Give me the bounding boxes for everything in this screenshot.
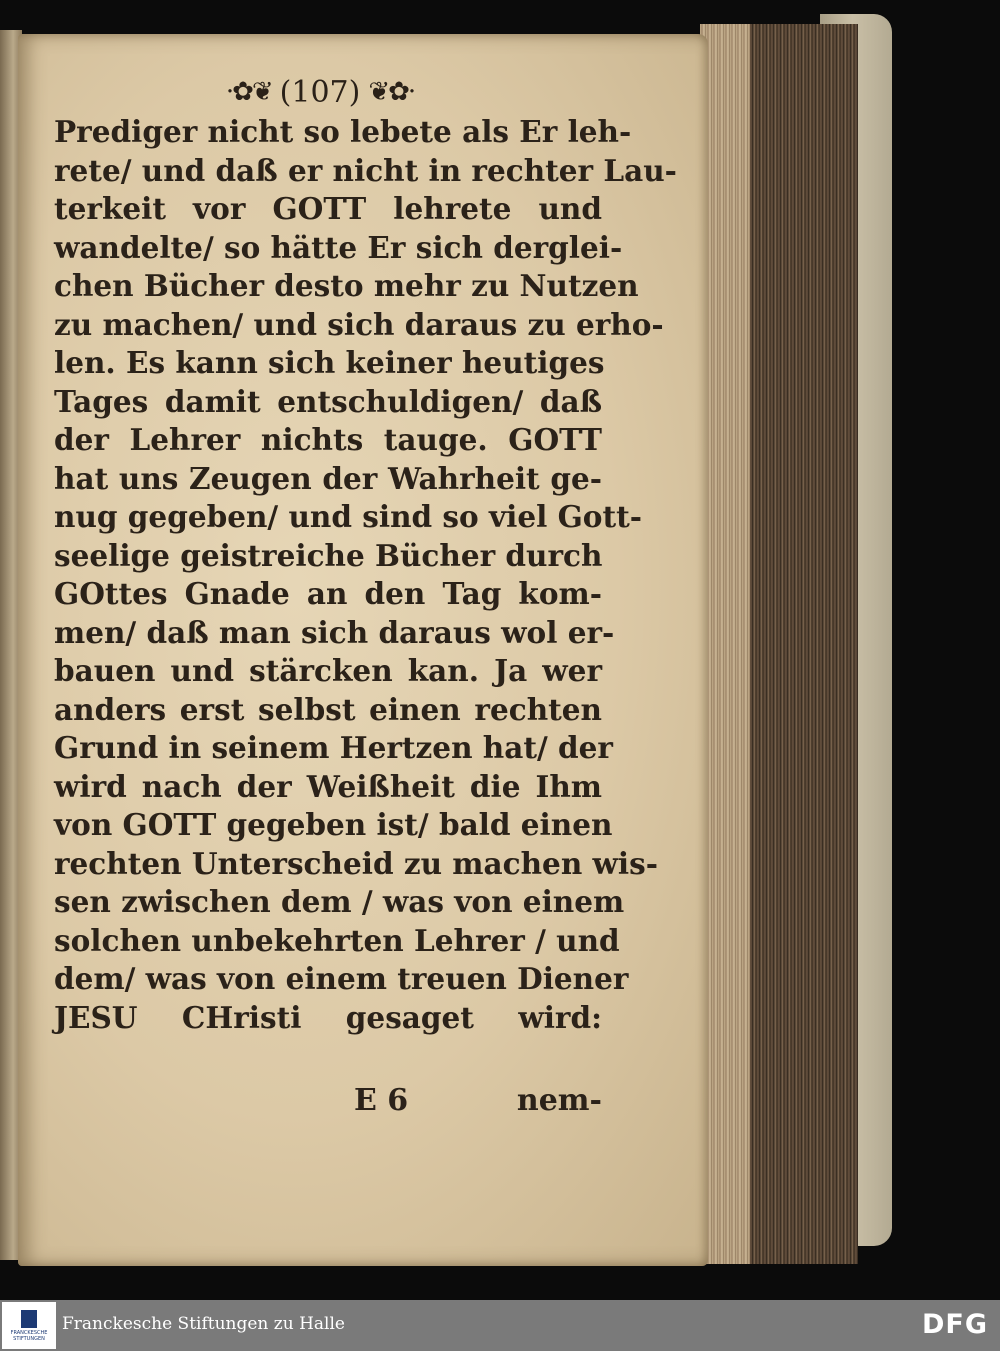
text-line: bauen und stärcken kan. Ja wer <box>54 653 602 688</box>
institution-logo[interactable] <box>2 1302 56 1349</box>
text-line: Prediger nicht so lebete als Er leh- <box>54 114 632 149</box>
page-number: (107) <box>279 74 361 110</box>
text-line: zu machen/ und sich daraus zu erho- <box>54 306 664 342</box>
text-line: hat uns Zeugen der Wahrheit ge- <box>54 460 602 496</box>
text-line: Tages damit entschuldigen/ daß <box>54 383 602 419</box>
text-line: terkeit vor GOTT lehrete und <box>54 191 602 226</box>
body-text <box>54 113 677 1037</box>
institution-name[interactable]: Franckesche Stiftungen zu Halle <box>62 1314 345 1334</box>
right-ornament-icon: ❦✿· <box>368 77 415 107</box>
text-line: len. Es kann sich keiner heutiges <box>54 345 605 380</box>
text-line: wird nach der Weißheit die Ihm <box>54 768 602 804</box>
left-ornament-icon: ·✿❦ <box>225 77 272 107</box>
text-line: wandelte/ so hätte Er sich derglei- <box>54 229 623 265</box>
text-line: GOttes Gnade an den Tag kom- <box>54 576 602 611</box>
logo-text-2: STIFTUNGEN <box>13 1335 45 1342</box>
text-line: nug gegeben/ und sind so viel Gott- <box>54 499 642 534</box>
text-line: Grund in seinem Hertzen hat/ der <box>54 730 613 765</box>
text-line: men/ daß man sich daraus wol er- <box>54 614 615 650</box>
catchword: nem- <box>516 1083 602 1118</box>
page-header <box>205 70 435 114</box>
logo-text-1: FRANCKESCHE <box>10 1329 48 1336</box>
dfg-logo[interactable]: DFG <box>921 1309 988 1340</box>
text-line: chen Bücher desto mehr zu Nutzen <box>54 268 639 303</box>
text-line: der Lehrer nichts tauge. GOTT <box>54 422 602 457</box>
page-footer <box>54 1083 602 1127</box>
text-line: JESU CHristi gesaget wird: <box>54 999 602 1035</box>
text-line: dem/ was von einem treuen Diener <box>54 961 629 996</box>
text-line: seelige geistreiche Bücher durch <box>54 537 603 573</box>
building-icon <box>21 1310 37 1328</box>
text-line: anders erst selbst einen rechten <box>54 691 602 727</box>
text-line: sen zwischen dem / was von einem <box>54 884 625 919</box>
text-line: rete/ und daß er nicht in rechter Lau- <box>54 152 677 188</box>
signature-mark: E 6 <box>354 1083 409 1118</box>
text-line: von GOTT gegeben ist/ bald einen <box>54 807 613 842</box>
text-line: rechten Unterscheid zu machen wis- <box>54 845 658 881</box>
viewer-footer-bar <box>0 1300 1000 1351</box>
text-line: solchen unbekehrten Lehrer / und <box>54 922 620 958</box>
